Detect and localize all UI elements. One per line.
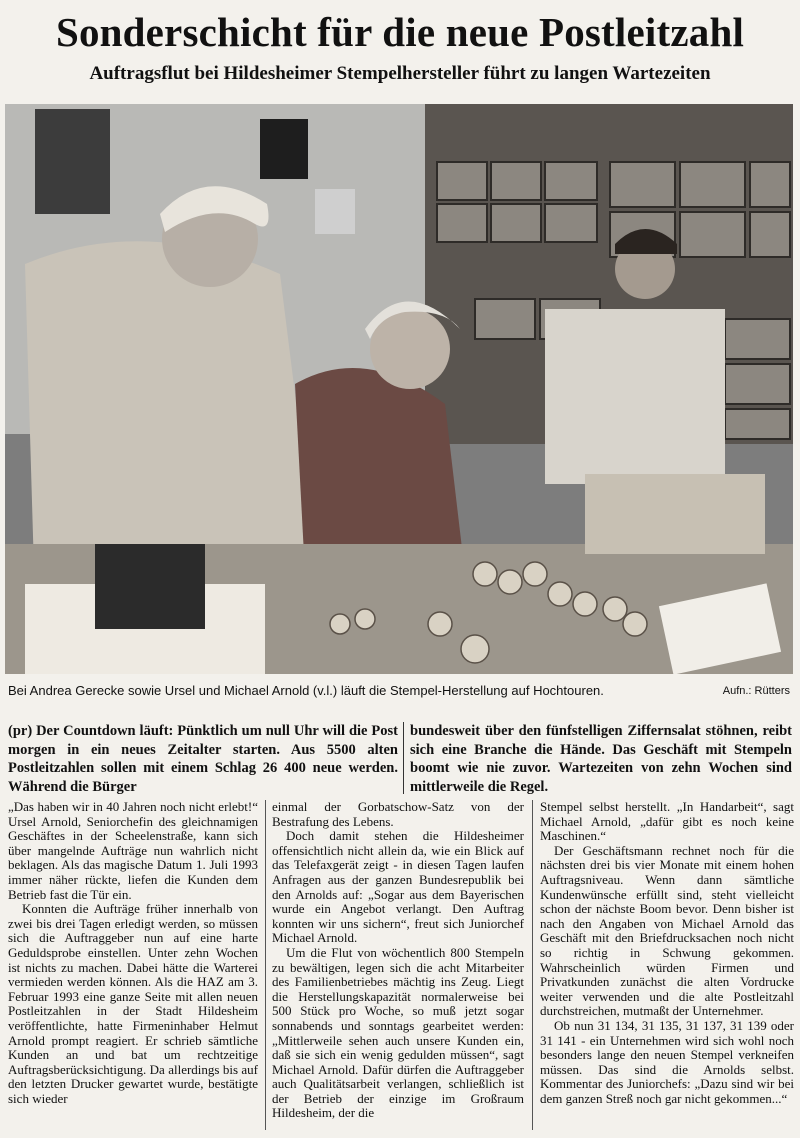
paragraph: Ob nun 31 134, 31 135, 31 137, 31 139 oder 31 141 - ein Unternehmen wird sich wohl noch besonders lange den neuen Stempel verkneifen müssen. Das sind die Arnolds selbst. Kommentar des Juniorchefs: „Dazu sind wir bei dem ganzen Streß noch gar nicht gekommen...“ <box>540 1017 794 1106</box>
lead-paragraph-right: bundesweit über den fünfstelligen Ziffernsalat stöhnen, reibt sich eine Branche die Hände. Das Geschäft mit Stempeln boomt wie nie zuvor. Wartezeiten von zehn Wochen sind mittlerweile die Regel. <box>410 723 792 795</box>
column-divider <box>265 800 266 1130</box>
paragraph: Um die Flut von wöchentlich 800 Stempeln zu bewältigen, legen sich die acht Mitarbeiter des Familienbetriebes mächtig ins Zeug. Liegt die Herstellungskapazität normalerweise bei 500 Stück pro Woche, so muß jetzt sogar sonnabends und sonntags gearbeitet werden: „Mittlerweile sehen auch unsere Kunden ein, daß sie sich ein wenig gedulden müssen“, sagt Michael Arnold. Dafür dürfen die Auftraggeber auch Qualitätsarbeit verlangen, schließlich ist der Betrieb der einzige im Großraum Hildesheim, der die <box>272 944 524 1121</box>
paragraph: Stempel selbst herstellt. „In Handarbeit“, sagt Michael Arnold, „dafür gibt es noch keine Maschinen.“ <box>540 800 794 844</box>
paragraph: einmal der Gorbatschow-Satz von der Bestrafung des Lebens. <box>272 800 524 829</box>
paragraph: Konnten die Aufträge früher innerhalb von zwei bis drei Tagen erledigt werden, so müssen sich die Auftraggeber nun auf eine harte Geduldsprobe einstellen. Unter zehn Wochen ist nichts zu machen. Dabei hätte die Warterei vermieden werden können. Als die HAZ am 3. Februar 1993 eine ganze Seite mit allen neuen Postleitzahlen in der Stadt Hildesheim veröffentlichte, hatte Firmeninhaber Helmut Arnold prompt reagiert. Er schrieb sämtliche Kunden an und bat um rechtzeitige Auftragsberücksichtigung. Da allerdings bis auf den letzten Drucker gewartet wurde, bestätigte sich wieder <box>8 901 258 1106</box>
lead-divider <box>403 722 404 794</box>
photo-illustration <box>5 104 793 674</box>
article-photo <box>5 104 793 674</box>
headline: Sonderschicht für die neue Postleitzahl <box>55 9 745 55</box>
text-column-1 <box>8 800 258 1130</box>
text-column-2 <box>272 800 524 1130</box>
photo-credit: Aufn.: Rütters <box>722 685 790 697</box>
paragraph: Doch damit stehen die Hildesheimer offensichtlich nicht allein da, wie ein Blick auf das Telefaxgerät zeigt - in diesen Tagen laufen Anfragen aus der ganzen Bundesrepublik bei den Arnolds auf: „Sogar aus dem Bayerischen wurde ein Angebot verlangt. Den Auftrag konnten wir uns sichern“, freut sich Juniorchef Michael Arnold. <box>272 828 524 946</box>
text-column-3 <box>540 800 794 1130</box>
paragraph: „Das haben wir in 40 Jahren noch nicht erlebt!“ Ursel Arnold, Seniorchefin des gleichnamigen Geschäftes in der Scheelenstraße, kann sich über mangelnde Aufträge nun wahrlich nicht beklagen. Als das magische Datum 1. Juli 1993 immer näher rückte, liefen die Kunden dem Betrieb fast die Tür ein. <box>8 800 258 902</box>
column-divider <box>532 800 533 1130</box>
photo-caption: Bei Andrea Gerecke sowie Ursel und Michael Arnold (v.l.) läuft die Stempel-Herstellung auf Hochtouren. <box>8 683 604 698</box>
lead-paragraph-left: (pr) Der Countdown läuft: Pünktlich um null Uhr will die Post morgen in ein neues Zeitalter starten. Aus 5500 alten Postleitzahlen sollen mit einem Schlag 26 400 neue werden. Während die Bürger <box>8 723 398 795</box>
paragraph: Der Geschäftsmann rechnet noch für die nächsten drei bis vier Monate mit einem hohen Auftragsniveau. Wenn dann sämtliche Kundenwünsche erfüllt sind, steht vielleicht schon der nächste Boom bevor. Denn bisher ist nach den Angaben von Michael Arnold das Geschäft mit den Briefdrucksachen noch nicht so richtig in Schwung gekommen. Wahrscheinlich würden Firmen und Privatkunden zunächst die alten Vordrucke weiter verwenden und die alte Postleitzahl durchstreichen, mutmaßt der Unternehmer. <box>540 842 794 1019</box>
subheadline: Auftragsflut bei Hildesheimer Stempelhersteller führt zu langen Wartezeiten <box>89 63 711 84</box>
